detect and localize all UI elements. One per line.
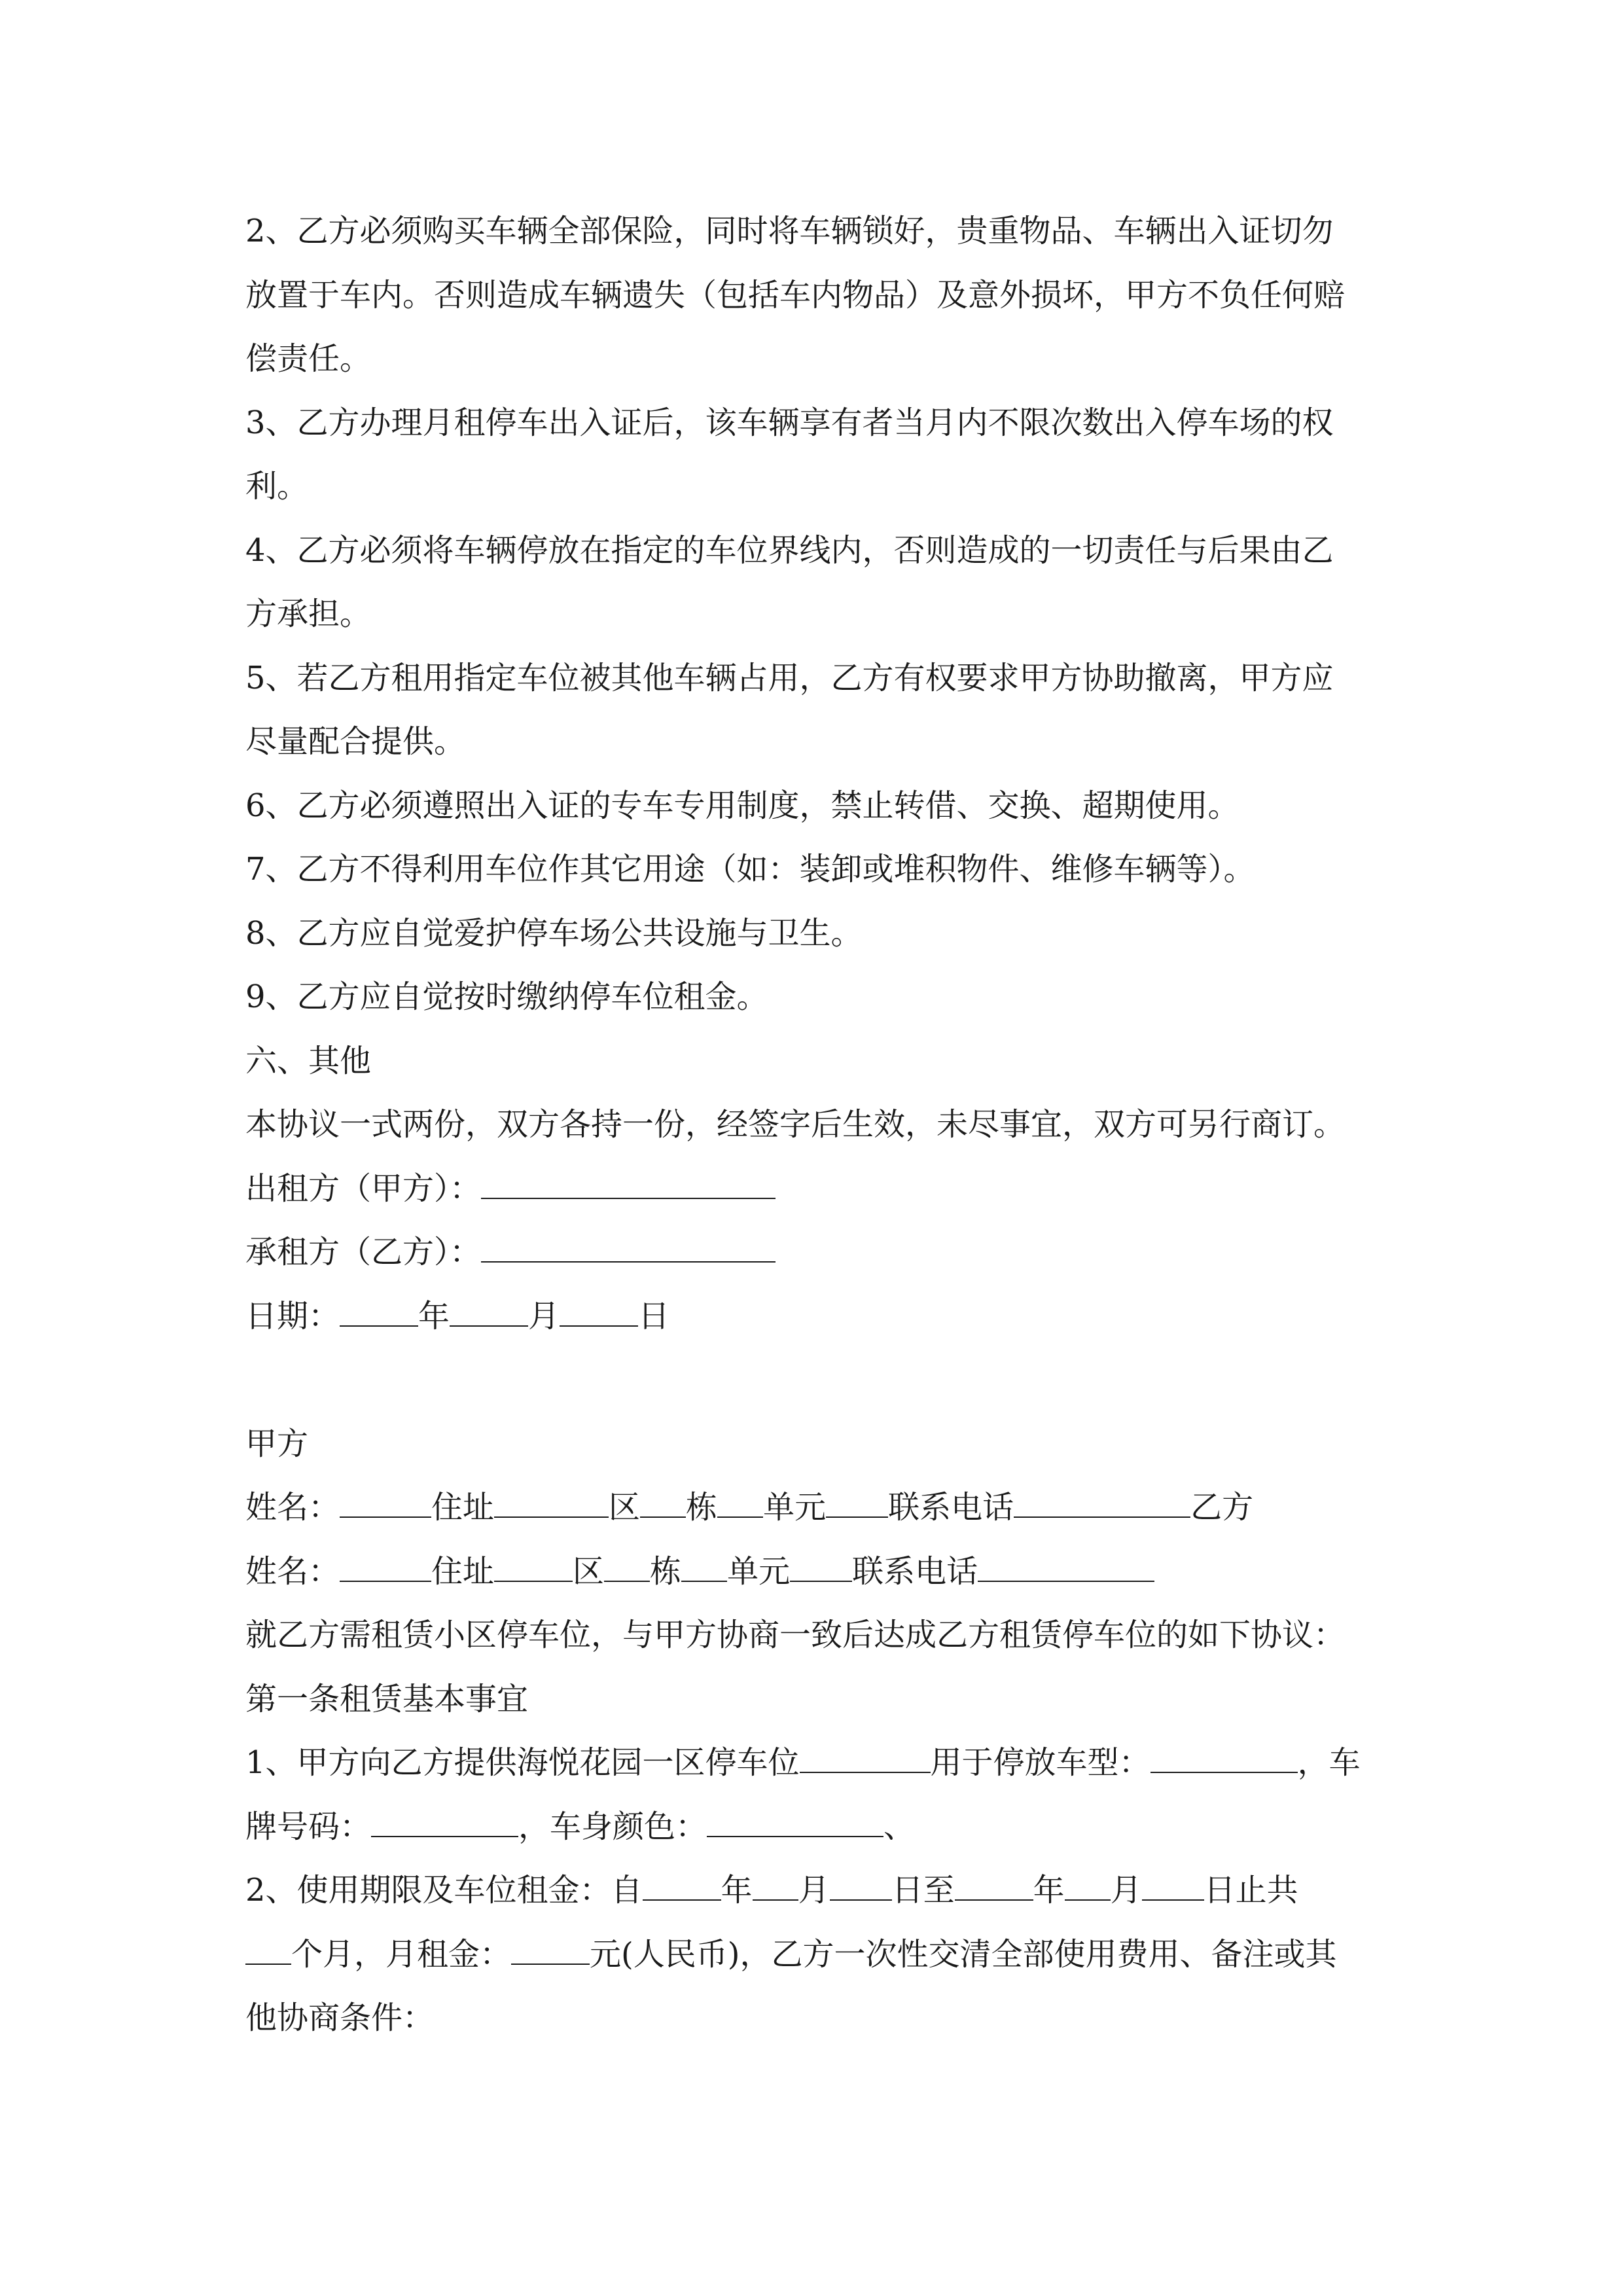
district-label: 区 [573, 1552, 605, 1590]
date-day-blank[interactable] [560, 1299, 638, 1327]
article-1-item-2-line-1 [245, 1859, 1397, 1923]
months-count-blank[interactable] [245, 1937, 291, 1965]
lessee-label: 承租方（乙方）： [245, 1234, 482, 1270]
address-label: 住址 [431, 1489, 495, 1526]
end-year-blank[interactable] [955, 1873, 1033, 1901]
party-b-info-line [245, 1540, 1397, 1604]
party-a-name-blank[interactable] [340, 1490, 431, 1518]
building-label: 栋 [686, 1489, 718, 1526]
plate-number-label: 牌号码： [245, 1808, 372, 1845]
end-month-blank[interactable] [1065, 1873, 1111, 1901]
monthly-rent-label: 个月，月租金： [291, 1935, 512, 1973]
clause-4-line-1: 4、乙方必须将车辆停放在指定的车位界线内，否则造成的一切责任与后果由乙 [245, 531, 1334, 569]
date-month-blank[interactable] [450, 1299, 528, 1327]
lessee-signature-line [245, 1221, 1397, 1285]
party-b-unit-blank[interactable] [790, 1554, 852, 1582]
clause-3-line-1: 3、乙方办理月租停车出入证后，该车辆享有者当月内不限次数出入停车场的权 [245, 404, 1334, 441]
phone-label: 联系电话 [888, 1489, 1014, 1526]
party-b-building-blank[interactable] [681, 1554, 727, 1582]
start-month-label: 月 [798, 1872, 830, 1909]
car-model-label: 用于停放车型： [930, 1744, 1150, 1781]
party-b-address-blank[interactable] [494, 1554, 573, 1582]
party-b-district-blank[interactable] [604, 1554, 650, 1582]
party-a-phone-blank[interactable] [1014, 1490, 1190, 1518]
party-b-name-blank[interactable] [340, 1554, 431, 1582]
clause-2-line-2: 放置于车内。否则造成车辆遗失（包括车内物品）及意外损坏，甲方不负任何赔 [245, 276, 1346, 314]
start-day-blank[interactable] [830, 1873, 892, 1901]
parking-space-blank[interactable] [800, 1746, 931, 1773]
article-1-heading: 第一条租赁基本事宜 [245, 1680, 529, 1717]
start-day-label: 日至 [891, 1872, 955, 1909]
clause-7: 7、乙方不得利用车位作其它用途（如：装卸或堆积物件、维修车辆等）。 [245, 851, 1255, 888]
parking-space-label: 1、甲方向乙方提供海悦花园一区停车位 [245, 1744, 800, 1781]
clause-3-line-2: 利。 [245, 468, 309, 505]
section-6-text: 本协议一式两份，双方各持一份，经签字后生效，未尽事宜，双方可另行商订。 [245, 1106, 1346, 1143]
term-label: 2、使用期限及车位租金：自 [245, 1872, 643, 1909]
party-a-address-blank[interactable] [494, 1490, 609, 1518]
article-1-item-2-line-2 [245, 1923, 1397, 1987]
clause-6: 6、乙方必须遵照出入证的专车专用制度，禁止转借、交换、超期使用。 [245, 787, 1240, 824]
start-year-label: 年 [721, 1872, 753, 1909]
building-label: 栋 [650, 1552, 682, 1590]
clause-5-line-1: 5、若乙方租用指定车位被其他车辆占用，乙方有权要求甲方协助撤离，甲方应 [245, 659, 1334, 696]
document-body [245, 200, 1397, 2051]
car-color-blank[interactable] [707, 1810, 883, 1837]
name-label: 姓名： [245, 1552, 340, 1590]
start-year-blank[interactable] [643, 1873, 721, 1901]
phone-label: 联系电话 [852, 1552, 978, 1590]
unit-label: 单元 [763, 1489, 827, 1526]
date-year-blank[interactable] [340, 1299, 418, 1327]
lessor-signature-blank[interactable] [481, 1172, 776, 1199]
article-1-item-1-line-2 [245, 1795, 1397, 1859]
party-b-label: 乙方 [1190, 1489, 1254, 1526]
unit-label: 单元 [727, 1552, 791, 1590]
agreement-intro: 就乙方需租赁小区停车位，与甲方协商一致后达成乙方租赁停车位的如下协议： [245, 1617, 1346, 1653]
party-a-info-line [245, 1476, 1397, 1540]
party-b-phone-blank[interactable] [978, 1554, 1154, 1582]
car-color-label: ，车身颜色： [518, 1808, 707, 1845]
date-month-label: 月 [528, 1297, 560, 1335]
clause-2-line-3: 偿责任。 [245, 340, 372, 377]
clause-2-line-1: 2、乙方必须购买车辆全部保险，同时将车辆锁好，贵重物品、车辆出入证切勿 [245, 213, 1334, 249]
plate-number-blank[interactable] [371, 1810, 518, 1837]
spacer [245, 1348, 1397, 1412]
start-month-blank[interactable] [753, 1873, 798, 1901]
list-separator: 、 [883, 1808, 916, 1845]
plate-label-start: ，车 [1297, 1744, 1361, 1781]
end-year-label: 年 [1033, 1872, 1065, 1909]
section-6-heading: 六、其他 [245, 1042, 372, 1079]
date-line [245, 1285, 1397, 1349]
end-day-blank[interactable] [1142, 1873, 1204, 1901]
end-day-label: 日止共 [1204, 1872, 1298, 1909]
article-1-item-1-line-1 [245, 1731, 1397, 1795]
article-1-item-2-line-3: 他协商条件： [245, 2000, 435, 2036]
lessor-label: 出租方（甲方）： [245, 1170, 482, 1207]
monthly-rent-blank[interactable] [511, 1937, 590, 1965]
name-label: 姓名： [245, 1489, 340, 1526]
clause-9: 9、乙方应自觉按时缴纳停车位租金。 [245, 978, 768, 1015]
party-a-unit-blank[interactable] [826, 1490, 888, 1518]
lessee-signature-blank[interactable] [481, 1235, 776, 1263]
date-label: 日期： [245, 1297, 340, 1335]
party-a-building-blank[interactable] [717, 1490, 763, 1518]
lessor-signature-line [245, 1157, 1397, 1221]
end-month-label: 月 [1110, 1872, 1142, 1909]
car-model-blank[interactable] [1150, 1746, 1298, 1773]
clause-4-line-2: 方承担。 [245, 596, 372, 632]
rent-currency-text: 元(人民币)，乙方一次性交清全部使用费用、备注或其 [590, 1935, 1337, 1973]
clause-8: 8、乙方应自觉爱护停车场公共设施与卫生。 [245, 914, 863, 952]
date-day-label: 日 [638, 1297, 670, 1335]
party-a-district-blank[interactable] [640, 1490, 686, 1518]
clause-5-line-2: 尽量配合提供。 [245, 723, 466, 760]
party-a-heading: 甲方 [245, 1425, 309, 1462]
date-year-label: 年 [418, 1297, 450, 1335]
district-label: 区 [609, 1489, 641, 1526]
address-label: 住址 [431, 1552, 495, 1590]
